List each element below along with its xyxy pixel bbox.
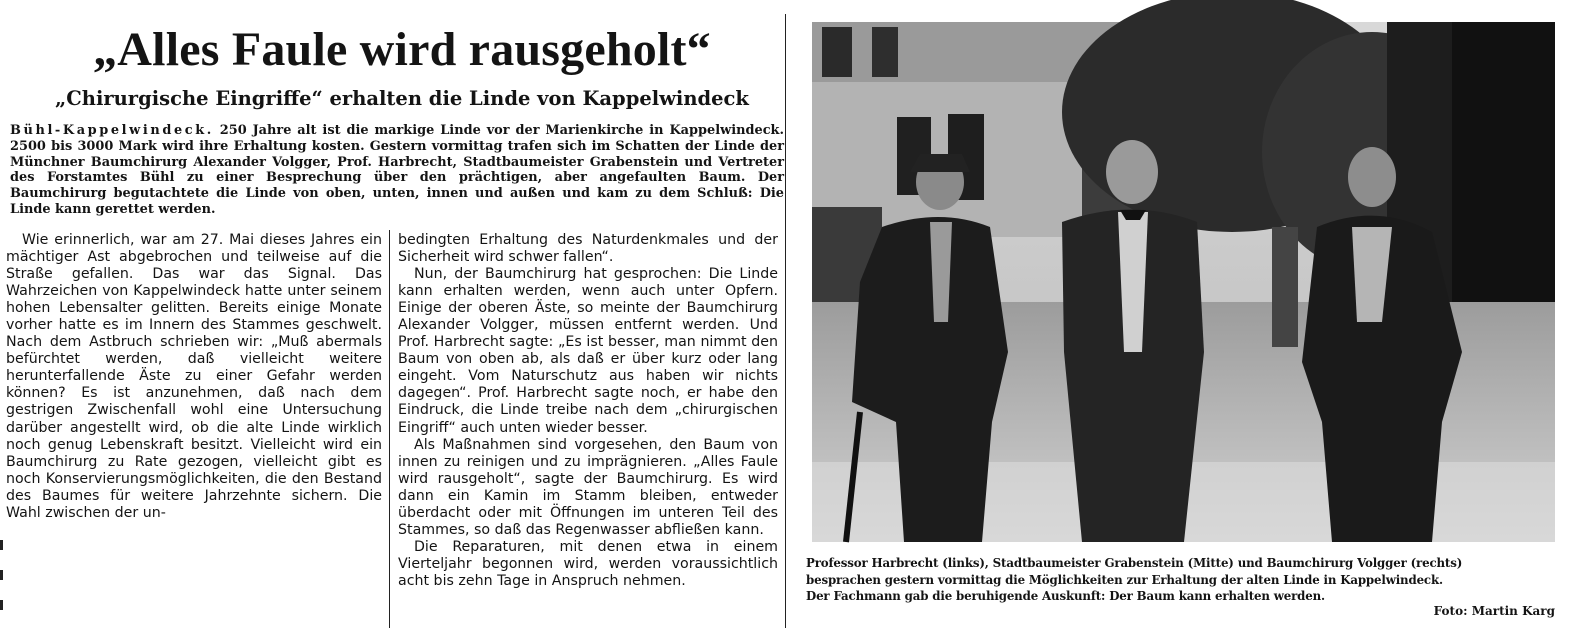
photo-credit: Foto: Martin Karg (1433, 604, 1555, 618)
column-2-paragraph: Als Maßnahmen sind vorgesehen, den Baum von innen zu reinigen und zu imprägnieren. „Alles Faule wird rausgeholt“, sagte der Baumchirurg. Es wird dann ein Kamin im Stamm bleiben, entweder überdacht oder mit Öffnungen im unteren Teil des Stammes, so daß das Regenwasser abfließen kann. (398, 436, 778, 538)
column-2-paragraph: Nun, der Baumchirurg hat gesprochen: Die Linde kann erhalten werden, wenn auch unter Opfern. Einige der oberen Äste, so meinte der Baumchirurg Alexander Volgger, müssen entfernt werden. Und Prof. Harbrecht sagte: „Es ist besser, man nimmt den Baum von oben ab, als daß er über kurz oder lang eingeht. Vom Naturschutz aus haben wir nichts dagegen“. Prof. Harbrecht sagte noch, er habe den Eindruck, die Linde treibe nach dem „chirurgischen Eingriff“ auch unten wieder besser. (398, 266, 778, 436)
article-column-2 (398, 232, 778, 617)
column-2-paragraph: bedingten Erhaltung des Naturdenkmales und der Sicherheit wird schwer fallen“. (398, 232, 778, 266)
lead-paragraph (10, 123, 784, 218)
column-1-text: Wie erinnerlich, war am 27. Mai dieses Jahres ein mächtiger Ast abgebrochen und teilweise auf die Straße gefallen. Das war das Signal. Das Wahrzeichen von Kappelwindeck hatte unter seinem hohen Lebensalter gelitten. Bereits einige Monate vorher hatte es im Innern des Stammes geschwelt. Nach dem Astbruch schrieben wir: „Muß abermals befürchtet werden, daß vielleicht weitere herunterfallende Äste zu einer Gefahr werden können? Es ist anzunehmen, daß nach dem gestrigen Zwischenfall wohl eine Untersuchung darüber angestellt wird, ob die alte Linde wirklich noch genug Lebenskraft besitzt. Vielleicht wird ein Baumchirurg zu Rate gezogen, vielleicht gibt es noch Konservierungsmöglichkeiten, die den Bestand des Baumes für weitere Jahrzehnte sichern. Die Wahl zwischen der un- (6, 232, 382, 521)
margin-mark (0, 570, 3, 580)
headline: „Alles Faule wird rausgeholt“ (93, 23, 711, 76)
news-photo (812, 22, 1555, 542)
photo-caption: Professor Harbrecht (links), Stadtbaumeister Grabenstein (Mitte) und Baumchirurg Volgger (rechts) besprachen gestern vormittag die Möglichkeiten zur Erhaltung der alten Linde in Kappelwindeck. Der Fachmann gab die beruhigende Auskunft: Der Baum kann erhalten werden. (806, 556, 1463, 603)
lead-text: 250 Jahre alt ist die markige Linde vor der Marienkirche in Kappelwindeck. 2500 bis 3000 Mark wird ihre Erhaltung kosten. Gestern vormittag trafen sich im Schatten der Linde der Münchner Baumchirurg Alexander Volgger, Prof. Harbrecht, Stadtbaumeister Grabenstein und Vertreter des Forstamtes Bühl zu einer Besprechung über den prächtigen, aber angefaulten Baum. Der Baumchirurg begutachtete die Linde von oben, unten, innen und außen und kam zu dem Schluß: Die Linde kann gerettet werden. (10, 123, 784, 217)
article-column-1 (6, 232, 382, 521)
column-divider (389, 230, 390, 628)
dateline: Bühl-Kappelwindeck. (10, 123, 214, 138)
column-2-paragraph: Die Reparaturen, mit denen etwa in einem Vierteljahr begonnen wird, werden voraussichtlich acht bis zehn Tage in Anspruch nehmen. (398, 538, 778, 589)
margin-mark (0, 540, 3, 550)
page-divider (785, 14, 786, 628)
subheadline: „Chirurgische Eingriffe“ erhalten die Linde von Kappelwindeck (55, 87, 749, 110)
margin-mark (0, 600, 3, 610)
